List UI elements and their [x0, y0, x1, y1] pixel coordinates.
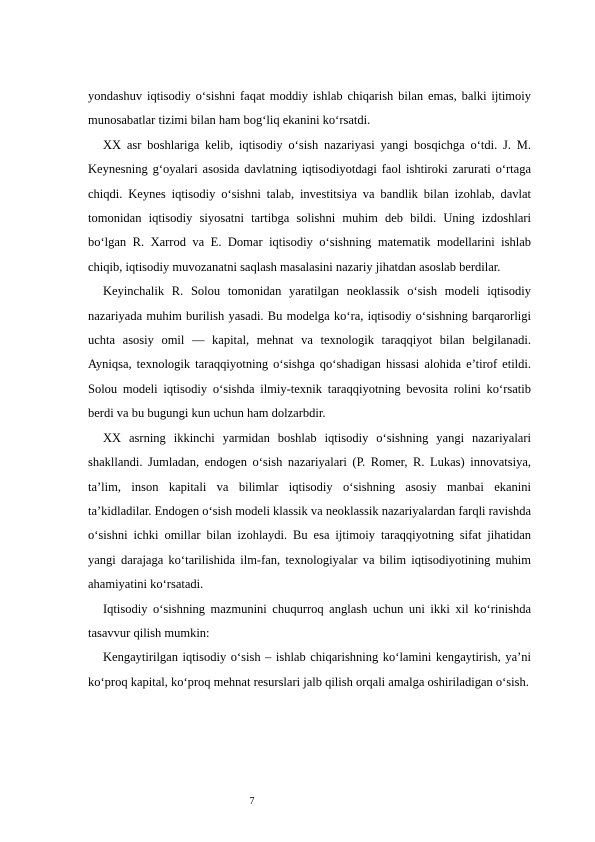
paragraph-2: XX asr boshlariga kelib, iqtisodiy o‘sish nazariyasi yangi bosqichga o‘tdi. J. M. Keynesning g‘oyalari asosida davlatning iqtisodiyotdagi faol ishtiroki zarurati o‘rtaga chiqdi. Keynes iqtisodiy o‘sishni talab, investitsiya va bandlik bilan izohlab, davlat tomonidan iqtisodiy siyosatni tartibga solishni muhim deb bildi. Uning izdoshlari bo‘lgan R. Xarrod va E. Domar iqtisodiy o‘sishning matematik modellarini ishlab chiqib, iqtisodiy muvozanatni saqlash masalasini nazariy jihatdan asoslab berdilar.	[88, 137, 531, 274]
paragraph-4: XX asrning ikkinchi yarmidan boshlab iqtisodiy o‘sishning yangi nazariyalari shakllandi. Jumladan, endogen o‘sish nazariyalari (P. Romer, R. Lukas) innovatsiya, ta’lim, inson kapitali va bilimlar iqtisodiy o‘sishning asosiy manbai ekanini ta’kidladilar. Endogen o‘sish modeli klassik va neoklassik nazariyalardan farqli ravishda o‘sishni ichki omillar bilan izohlaydi. Bu esa ijtimoiy taraqqiyotning sifat jihatidan yangi darajaga ko‘tarilishida ilm-fan, texnologiyalar va bilim iqtisodiyotining muhim ahamiyatini ko‘rsatadi.	[88, 430, 531, 592]
body-text	[88, 84, 531, 694]
paragraph-5: Iqtisodiy o‘sishning mazmunini chuqurroq anglash uchun uni ikki xil ko‘rinishda tasavvur qilish mumkin:	[88, 601, 531, 640]
paragraph-6: Kengaytirilgan iqtisodiy o‘sish – ishlab chiqarishning ko‘lamini kengaytirish, ya’ni ko‘proq kapital, ko‘proq mehnat resurslari jalb qilish orqali amalga oshiriladigan o‘sish.	[88, 650, 531, 689]
page-number: 7	[249, 796, 255, 807]
paragraph-3: Keyinchalik R. Solou tomonidan yaratilgan neoklassik o‘sish modeli iqtisodiy nazariyada muhim burilish yasadi. Bu modelga ko‘ra, iqtisodiy o‘sishning barqarorligi uchta asosiy omil — kapital, mehnat va texnologik taraqqiyot bilan belgilanadi. Ayniqsa, texnologik taraqqiyotning o‘sishga qo‘shadigan hissasi alohida e’tirof etildi. Solou modeli iqtisodiy o‘sishda ilmiy-texnik taraqqiyotning bevosita rolini ko‘rsatib berdi va bu bugungi kun uchun ham dolzarbdir.	[88, 284, 531, 421]
paragraph-1: yondashuv iqtisodiy o‘sishni faqat moddiy ishlab chiqarish bilan emas, balki ijtimoiy munosabatlar tizimi bilan ham bog‘liq ekanini ko‘rsatdi.	[88, 89, 531, 128]
